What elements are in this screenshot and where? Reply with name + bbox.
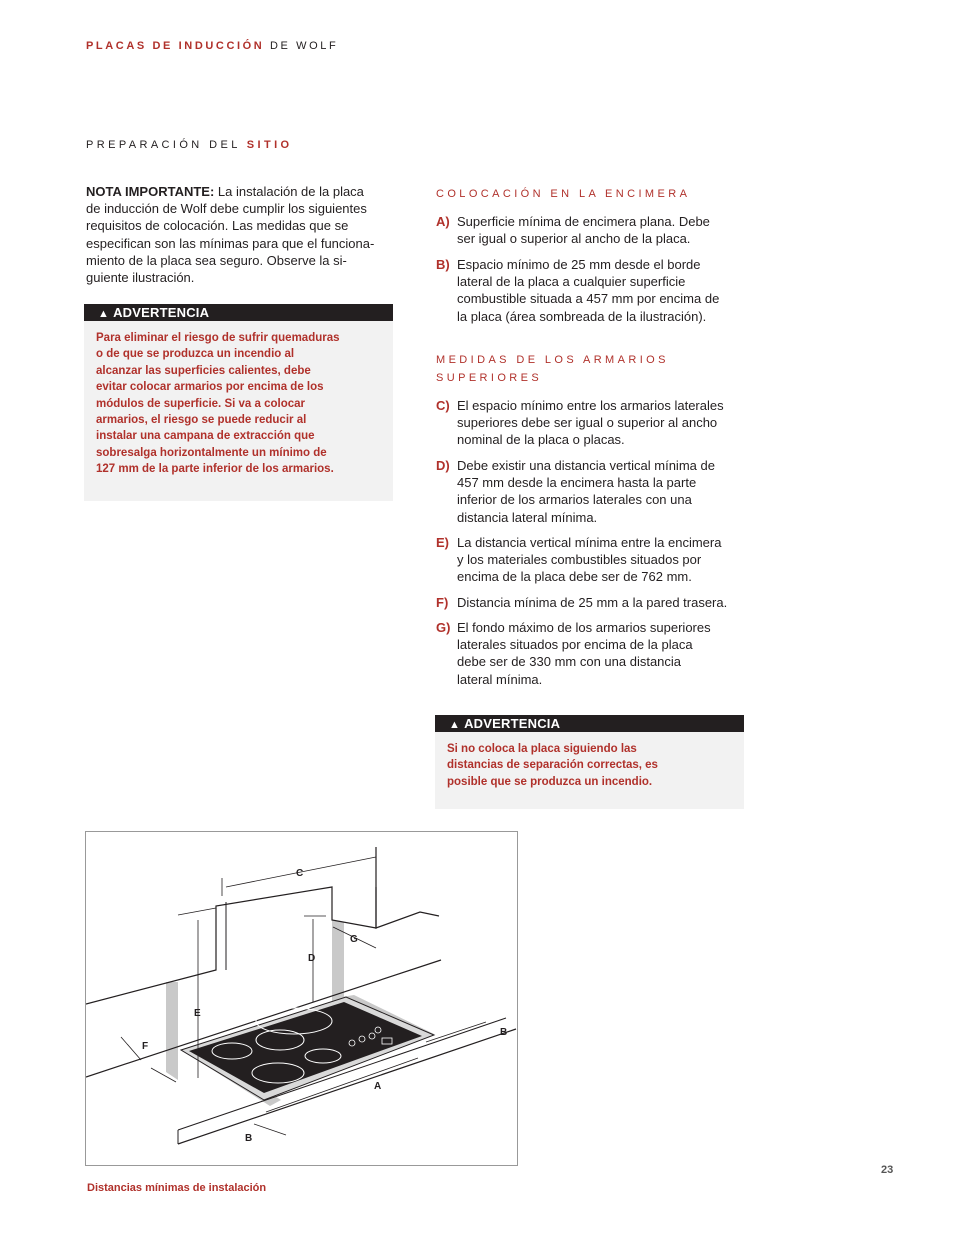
item-line: y los materiales combustibles situados por bbox=[457, 552, 702, 568]
item-key: C) bbox=[436, 398, 450, 413]
intro-label: NOTA IMPORTANTE: bbox=[86, 184, 215, 199]
list-item-d bbox=[436, 457, 766, 526]
item-line: lateral mínima. bbox=[457, 671, 543, 687]
warning-line: sobresalga horizontalmente un mínimo de bbox=[96, 446, 327, 459]
warning-line: alcanzar las superficies calientes, debe bbox=[96, 364, 311, 377]
label-e: E bbox=[194, 1008, 201, 1019]
list-item-c bbox=[436, 397, 766, 449]
dimension-line-b-right bbox=[426, 1022, 486, 1042]
warning-title: ADVERTENCIA bbox=[113, 305, 210, 320]
running-header bbox=[86, 40, 338, 52]
intro-line: especifican son las mínimas para que el funciona- bbox=[86, 235, 375, 251]
warning-line: armarios, el riesgo se puede reducir al bbox=[96, 414, 307, 427]
section-title-prefix: PREPARACIÓN DEL bbox=[86, 139, 247, 151]
intro-line: miento de la placa sea seguro. Observe la si- bbox=[86, 252, 347, 268]
figure-caption: Distancias mínimas de instalación bbox=[87, 1182, 267, 1194]
header-brand-bold: PLACAS DE INDUCCIÓN bbox=[86, 40, 265, 52]
warning-line: evitar colocar armarios por encima de los bbox=[96, 381, 324, 394]
warning-line: módulos de superficie. Si va a colocar bbox=[96, 397, 305, 410]
item-line: nominal de la placa o placas. bbox=[457, 432, 625, 448]
cabinets-heading bbox=[436, 351, 669, 387]
item-line: inferior de los armarios laterales con una bbox=[457, 492, 692, 508]
list-item-f bbox=[436, 594, 766, 611]
item-line: La distancia vertical mínima entre la encimera bbox=[457, 535, 722, 550]
dimension-line-b-bottom bbox=[254, 1124, 286, 1135]
item-line: 457 mm desde la encimera hasta la parte bbox=[457, 475, 697, 491]
item-line: la placa (área sombreada de la ilustración). bbox=[457, 308, 707, 324]
warning-box-2 bbox=[435, 715, 744, 809]
list-item-e bbox=[436, 534, 766, 586]
warning-title: ADVERTENCIA bbox=[464, 716, 561, 731]
item-line: laterales situados por encima de la placa bbox=[457, 637, 693, 653]
item-line: Debe existir una distancia vertical mínima de bbox=[457, 458, 715, 473]
label-g: G bbox=[350, 934, 358, 945]
label-d: D bbox=[308, 953, 316, 964]
warning-triangle-icon: ▲ bbox=[449, 719, 461, 731]
countertop-heading: COLOCACIÓN EN LA ENCIMERA bbox=[436, 188, 691, 200]
label-f: F bbox=[142, 1041, 149, 1052]
item-key: D) bbox=[436, 458, 450, 473]
dimension-tick-e bbox=[178, 908, 216, 915]
item-line: Espacio mínimo de 25 mm desde el borde bbox=[457, 257, 701, 272]
item-line: superiores debe ser igual o superior al ancho bbox=[457, 415, 718, 431]
warning-body bbox=[84, 321, 393, 488]
warning-box-1 bbox=[84, 304, 393, 501]
item-line: Distancia mínima de 25 mm a la pared trasera. bbox=[457, 595, 728, 610]
warning-line: Si no coloca la placa siguiendo las bbox=[447, 743, 637, 755]
intro-paragraph bbox=[86, 183, 406, 286]
shaded-zone-right bbox=[332, 920, 344, 1004]
warning-bar bbox=[435, 715, 744, 732]
item-key: B) bbox=[436, 257, 450, 272]
warning-body bbox=[435, 732, 744, 800]
label-b-right: B bbox=[500, 1027, 508, 1038]
warning-line: posible que se produzca un incendio. bbox=[447, 775, 653, 788]
warning-line: 127 mm de la parte inferior de los armarios. bbox=[96, 463, 334, 476]
cabinet-outline-right bbox=[376, 847, 439, 928]
item-line: El fondo máximo de los armarios superiores bbox=[457, 620, 711, 635]
item-key: G) bbox=[436, 620, 451, 635]
item-line: ser igual o superior al ancho de la placa. bbox=[457, 231, 691, 247]
intro-line: de inducción de Wolf debe cumplir los siguientes bbox=[86, 201, 367, 217]
shaded-zone-left bbox=[166, 982, 178, 1080]
cabinets-heading-line: SUPERIORES bbox=[436, 372, 543, 384]
list-item-a bbox=[436, 213, 766, 247]
section-title-bold: SITIO bbox=[246, 139, 293, 151]
item-line: encima de la placa debe ser de 762 mm. bbox=[457, 569, 692, 585]
label-a: A bbox=[374, 1081, 382, 1092]
list-item-b bbox=[436, 256, 766, 325]
label-b-bottom: B bbox=[245, 1133, 253, 1144]
warning-bar bbox=[84, 304, 393, 321]
warning-line: distancias de separación correctas, es bbox=[447, 759, 658, 772]
list-item-g bbox=[436, 619, 766, 688]
intro-line: requisitos de colocación. Las medidas que se bbox=[86, 218, 349, 234]
warning-line: instalar una campana de extracción que bbox=[96, 430, 315, 443]
dimension-line-f bbox=[121, 1037, 141, 1060]
warning-line: o de que se produzca un incendio al bbox=[96, 348, 295, 361]
intro-line: guiente ilustración. bbox=[86, 270, 195, 286]
page-number: 23 bbox=[881, 1164, 894, 1176]
item-key: F) bbox=[436, 595, 449, 610]
cabinets-heading-line: MEDIDAS DE LOS ARMARIOS bbox=[436, 354, 669, 366]
warning-triangle-icon: ▲ bbox=[98, 308, 110, 320]
installation-diagram-svg bbox=[86, 832, 517, 1165]
intro-line: La instalación de la placa bbox=[214, 184, 364, 199]
label-c: C bbox=[296, 868, 304, 879]
installation-diagram bbox=[85, 831, 518, 1166]
item-line: combustible situada a 457 mm por encima de bbox=[457, 291, 720, 307]
warning-line: Para eliminar el riesgo de sufrir quemaduras bbox=[96, 332, 340, 344]
item-line: distancia lateral mínima. bbox=[457, 509, 598, 525]
section-title bbox=[86, 139, 293, 151]
item-key: E) bbox=[436, 535, 449, 550]
header-brand-rest: DE WOLF bbox=[264, 40, 339, 52]
item-line: El espacio mínimo entre los armarios laterales bbox=[457, 398, 724, 413]
item-line: Superficie mínima de encimera plana. Debe bbox=[457, 214, 710, 229]
item-key: A) bbox=[436, 214, 450, 229]
item-line: debe ser de 330 mm con una distancia bbox=[457, 654, 682, 670]
item-line: lateral de la placa a cualquier superficie bbox=[457, 274, 686, 290]
